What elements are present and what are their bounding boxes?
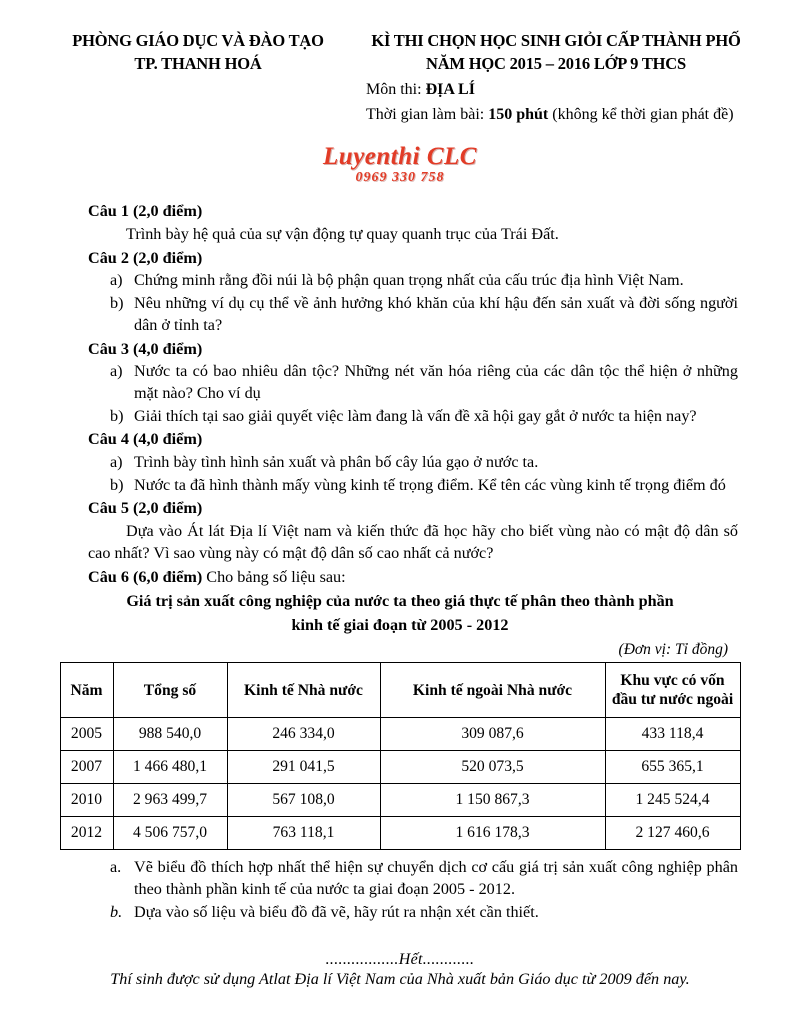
cell-fdi: 433 118,4	[605, 718, 740, 751]
list-item	[88, 270, 738, 292]
list-text: Nước ta có bao nhiêu dân tộc? Những nét văn hóa riêng của các dân tộc thể hiện ở những mặt nào? Cho ví dụ	[134, 362, 738, 402]
list-text: Nước ta đã hình thành mấy vùng kinh tế trọng điểm. Kể tên các vùng kinh tế trọng điểm đó	[134, 475, 726, 494]
het-dots-right: ............	[422, 951, 475, 969]
question-block	[88, 201, 738, 245]
het-word: Hết	[398, 951, 423, 969]
table-caption-line-1: Giá trị sản xuất công nghiệp của nước ta theo giá thực tế phân theo thành phần	[126, 592, 674, 611]
column-header-nonstate: Kinh tế ngoài Nhà nước	[380, 663, 605, 718]
table-row	[60, 718, 740, 751]
logo-phone: 0969 330 758	[355, 169, 445, 185]
question6-subitems	[0, 850, 800, 923]
list-text: Trình bày tình hình sản xuất và phân bố cây lúa gạo ở nước ta.	[134, 453, 539, 472]
list-item	[88, 452, 738, 474]
question-title: Câu 3 (4,0 điểm)	[88, 339, 203, 358]
authority-line-1: PHÒNG GIÁO DỤC VÀ ĐÀO TẠO	[72, 31, 324, 50]
column-header-year: Năm	[60, 663, 113, 718]
industrial-output-table	[60, 662, 741, 850]
column-header-total: Tổng số	[113, 663, 227, 718]
list-text: Dựa vào số liệu và biểu đồ đã vẽ, hãy rút ra nhận xét cần thiết.	[134, 902, 539, 921]
question-title: Câu 5 (2,0 điểm)	[88, 499, 203, 518]
table-row	[60, 817, 740, 850]
atlas-permission-note: Thí sinh được sử dụng Atlat Địa lí Việt Nam của Nhà xuất bản Giáo dục từ 2009 đến nay.	[110, 970, 690, 989]
list-marker: a.	[110, 858, 122, 877]
exam-title-line-2: NĂM HỌC 2015 – 2016 LỚP 9 THCS	[425, 53, 686, 73]
subject-line	[352, 78, 760, 101]
list-text: Giải thích tại sao giải quyết việc làm đang là vấn đề xã hội gay gắt ở nước ta hiện nay?	[134, 406, 697, 425]
subject-value: ĐỊA LÍ	[425, 80, 475, 98]
list-marker: b)	[110, 294, 124, 313]
list-item	[88, 475, 738, 497]
list-marker: b)	[110, 475, 124, 494]
cell-year: 2012	[60, 817, 113, 850]
list-marker: b.	[110, 902, 123, 921]
cell-state: 291 041,5	[227, 751, 380, 784]
column-header-state: Kinh tế Nhà nước	[227, 663, 380, 718]
exam-title-line-1: KÌ THI CHỌN HỌC SINH GIỎI CẤP THÀNH PHỐ	[371, 31, 741, 50]
list-text: Nêu những ví dụ cụ thể về ảnh hưởng khó khăn của khí hậu đến sản xuất và đời sống người dân ở tỉnh ta?	[134, 294, 738, 334]
table-caption-line-2: kinh tế giai đoạn từ 2005 - 2012	[291, 616, 509, 635]
cell-nonstate: 520 073,5	[380, 751, 605, 784]
cell-nonstate: 309 087,6	[380, 718, 605, 751]
question-title: Câu 1 (2,0 điểm)	[88, 202, 203, 221]
questions-section	[0, 185, 800, 588]
end-of-paper-marker	[0, 951, 800, 969]
cell-nonstate: 1 150 867,3	[380, 784, 605, 817]
cell-fdi: 1 245 524,4	[605, 784, 740, 817]
duration-label: Thời gian làm bài:	[366, 105, 485, 123]
issuing-authority-block	[48, 30, 348, 76]
list-item	[88, 857, 738, 900]
list-text: Vẽ biểu đồ thích hợp nhất thể hiện sự chuyển dịch cơ cấu giá trị sản xuất công nghiệp phân theo thành phần kinh tế của nước ta giai đoạn 2005 - 2012.	[134, 858, 738, 899]
cell-fdi: 2 127 460,6	[605, 817, 740, 850]
question-title	[88, 567, 738, 589]
list-item	[88, 361, 738, 404]
cell-state: 763 118,1	[227, 817, 380, 850]
cell-fdi: 655 365,1	[605, 751, 740, 784]
question-block	[88, 248, 738, 337]
list-marker: b)	[110, 406, 124, 425]
question6-lead: Cho bảng số liệu sau:	[206, 567, 346, 586]
question-paragraph: Dựa vào Át lát Địa lí Việt nam và kiến thức đã học hãy cho biết vùng nào có mật độ dân số cao nhất? Vì sao vùng này có mật độ dân số cao nhất cả nước?	[88, 522, 738, 562]
authority-line-2: TP. THANH HOÁ	[134, 53, 262, 73]
table-row	[60, 751, 740, 784]
logo-name: Luyenthi CLC	[323, 142, 477, 170]
cell-nonstate: 1 616 178,3	[380, 817, 605, 850]
list-item	[88, 902, 738, 924]
question-subitems	[88, 270, 738, 336]
exam-info-block	[348, 30, 760, 126]
question-block	[88, 339, 738, 428]
list-marker: a)	[110, 453, 123, 472]
list-marker: a)	[110, 271, 123, 290]
question-paragraph: Trình bày hệ quả của sự vận động tự quay quanh trục của Trái Đất.	[126, 225, 559, 243]
question-block	[88, 567, 738, 589]
table-header-row	[60, 663, 740, 718]
duration-note: (không kể thời gian phát đề)	[552, 105, 734, 123]
het-dots-left: .................	[325, 951, 399, 969]
cell-year: 2007	[60, 751, 113, 784]
list-text: Chứng minh rằng đồi núi là bộ phận quan trọng nhất của cấu trúc địa hình Việt Nam.	[134, 271, 684, 290]
table-unit-note: (Đơn vị: Tỉ đồng)	[618, 641, 728, 659]
question-subitems	[88, 361, 738, 427]
duration-value: 150 phút	[488, 105, 549, 123]
question-block	[88, 498, 738, 564]
list-marker: a)	[110, 362, 123, 381]
cell-year: 2010	[60, 784, 113, 817]
question-title: Câu 2 (2,0 điểm)	[88, 248, 203, 267]
cell-year: 2005	[60, 718, 113, 751]
cell-total: 2 963 499,7	[113, 784, 227, 817]
column-header-fdi: Khu vực có vốn đầu tư nước ngoài	[605, 663, 740, 718]
cell-total: 4 506 757,0	[113, 817, 227, 850]
question-subitems	[88, 452, 738, 496]
question-block	[88, 429, 738, 496]
cell-total: 1 466 480,1	[113, 751, 227, 784]
list-item	[88, 406, 738, 428]
cell-state: 246 334,0	[227, 718, 380, 751]
question-title: Câu 4 (4,0 điểm)	[88, 430, 203, 449]
document-header	[0, 0, 800, 126]
subject-label: Môn thi:	[366, 80, 422, 98]
cell-state: 567 108,0	[227, 784, 380, 817]
logo	[0, 144, 800, 185]
duration-line	[352, 103, 760, 126]
question6-label: Câu 6 (6,0 điểm)	[88, 567, 203, 586]
cell-total: 988 540,0	[113, 718, 227, 751]
table-row	[60, 784, 740, 817]
list-item	[88, 293, 738, 336]
